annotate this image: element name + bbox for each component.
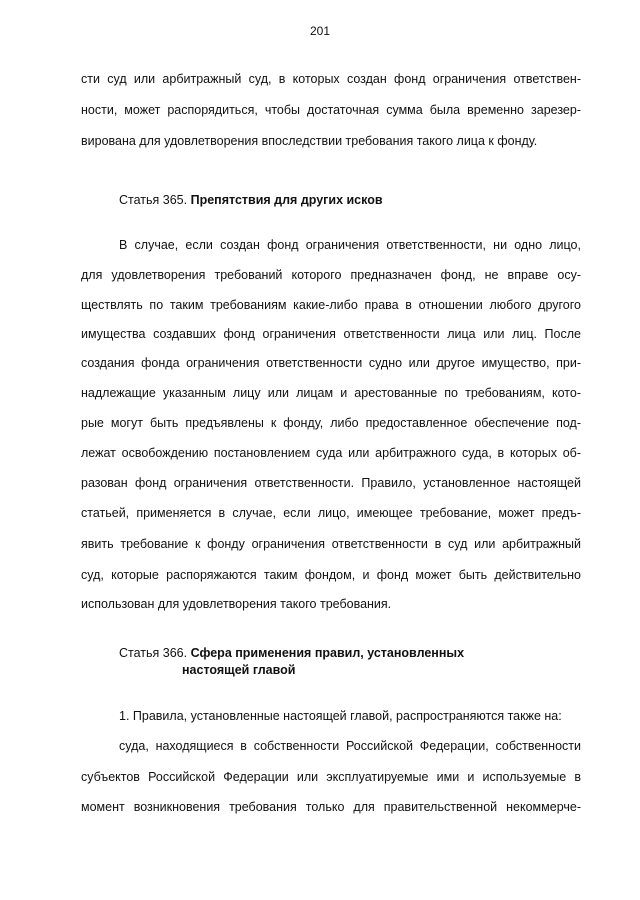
text-line: сти суд или арбитражный суд, в которых создан фонд ограничения ответствен- bbox=[81, 72, 581, 86]
text-line: момент возникновения требования только для правительственной некоммерче- bbox=[81, 800, 581, 814]
text-line: суда, находящиеся в собственности Российской Федерации, собственности bbox=[119, 739, 581, 753]
page-number: 201 bbox=[309, 24, 331, 38]
text-line: рые могут быть предъявлены к фонду, либо предоставленное обеспечение под- bbox=[81, 416, 581, 430]
text-line: статьей, применяется в случае, если лицо, имеющее требование, может предъ- bbox=[81, 506, 581, 520]
article-number: Статья 365. bbox=[119, 193, 188, 207]
article-title: Сфера применения правил, установленных bbox=[190, 646, 465, 660]
text-line: суд, которые распоряжаются таким фондом, и фонд может быть действительно bbox=[81, 568, 581, 582]
text-line: 1. Правила, установленные настоящей главой, распространяются также на: bbox=[119, 709, 562, 723]
text-line: явить требование к фонду ограничения ответственности в суд или арбитражный bbox=[81, 537, 581, 551]
article-title: Препятствия для других исков bbox=[190, 193, 383, 207]
text-line: вирована для удовлетворения впоследствии требования такого лица к фонду. bbox=[81, 134, 538, 148]
article-title-continuation: настоящей главой bbox=[182, 663, 296, 677]
article-365-heading bbox=[119, 193, 383, 207]
text-line: ществлять по таким требованиям какие-либо права в отношении любого другого bbox=[81, 298, 581, 312]
text-line: надлежащие указанным лицу или лицам и арестованные по требованиям, кото- bbox=[81, 386, 581, 400]
article-number: Статья 366. bbox=[119, 646, 188, 660]
article-366-heading bbox=[119, 646, 464, 660]
text-line: субъектов Российской Федерации или эксплуатируемые ими и используемые в bbox=[81, 770, 581, 784]
text-line: имущества создавших фонд ограничения ответственности лица или лиц. После bbox=[81, 327, 581, 341]
text-line: для удовлетворения требований которого предназначен фонд, не вправе осу- bbox=[81, 268, 581, 282]
text-line: ности, может распорядиться, чтобы достаточная сумма была временно зарезер- bbox=[81, 103, 581, 117]
text-line: использован для удовлетворения такого требования. bbox=[81, 597, 392, 611]
text-line: лежат освобождению постановлением суда или арбитражного суда, в которых об- bbox=[81, 446, 581, 460]
text-line: разован фонд ограничения ответственности. Правило, установленное настоящей bbox=[81, 476, 581, 490]
text-line: создания фонда ограничения ответственности судно или другое имущество, при- bbox=[81, 356, 581, 370]
text-line: В случае, если создан фонд ограничения ответственности, ни одно лицо, bbox=[119, 238, 581, 252]
